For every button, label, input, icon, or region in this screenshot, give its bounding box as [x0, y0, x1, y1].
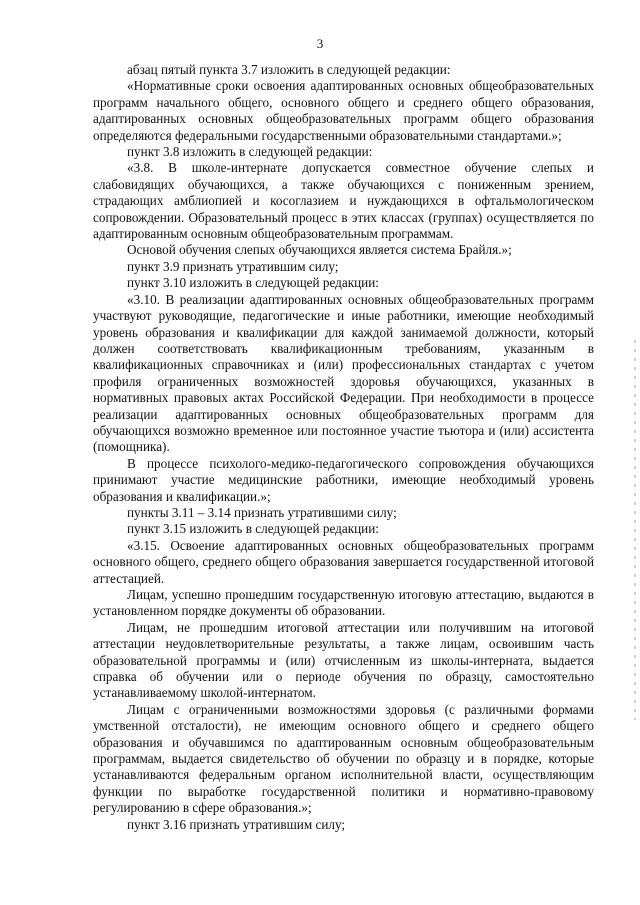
paragraph-3-7-instruction: абзац пятый пункта 3.7 изложить в следующей редакции: [127, 62, 451, 77]
paragraph-3-9-instruction: пункт 3.9 признать утратившим силу; [127, 258, 339, 274]
paragraph-education-documents: Лицам, успешно прошедшим государственную итоговую аттестацию, выдаются в установленном порядке документы об образовании. [93, 587, 594, 619]
paragraph-3-10-text: «3.10. В реализации адаптированных основных общеобразовательных программ участвуют руководящие, педагогические и иные работники, имеющие необходимый уровень образования и квалификации для каждой занимаемой должности, который должен соответствовать квалификационным требованиям, указанным в квалификационных справочниках и (или) профессиональных стандартах с учетом профиля ограниченных возможностей здоровья обучающихся, указанных в нормативных правовых актах Российской Федерации. При необходимости в процессе реализации адаптированных основных общеобразовательных программ для обучающихся возможно временное или постоянное участие тьютора и (или) ассистента (помощника). [93, 291, 594, 455]
paragraph-training-certificate: Лицам с ограниченными возможностями здоровья (с различными формами умственной отсталости), не имеющим основного общего и среднего общего образования и обучавшимся по адаптированным основным общеобразовательным программам, выдается свидетельство об обучении по образцу и в порядке, которые устанавливаются федеральным органом исполнительной власти, осуществляющим функции по выработке государственной политики и нормативно-правовому регулированию в сфере образования.»; [93, 701, 594, 816]
paragraph-3-16-instruction: пункт 3.16 признать утратившим силу; [127, 816, 346, 832]
paragraph-braille: Основой обучения слепых обучающихся является система Брайля.»; [127, 242, 512, 258]
paragraph-3-15-text: «3.15. Освоение адаптированных основных общеобразовательных программ основного общего, среднего общего образования завершается государственной итоговой аттестацией. [93, 537, 594, 586]
paragraph-3-15-instruction: пункт 3.15 изложить в следующей редакции: [127, 521, 379, 537]
paragraph-3-8-instruction: пункт 3.8 изложить в следующей редакции: [127, 144, 373, 160]
paragraph-certificate-of-study: Лицам, не прошедшим итоговой аттестации или получившим на итоговой аттестации неудовлетворительные результаты, а также лицам, освоившим часть образовательной программы и (или) отчисленным из школы-интерната, выдается справка об обучении или о периоде обучения по образцу, самостоятельно устанавливаемому школой-интернатом. [93, 619, 594, 701]
paragraph-3-11-3-14-instruction: пункты 3.11 – 3.14 признать утратившими силу; [127, 504, 397, 520]
document-body [93, 62, 594, 833]
paragraph-3-8-text: «3.8. В школе-интернате допускается совместное обучение слепых и слабовидящих обучающихся, а также обучающихся с пониженным зрением, страдающих амблиопией и косоглазием и нуждающихся в офтальмологическом сопровождении. Образовательный процесс в этих классах (группах) осуществляется по адаптированным основным общеобразовательным программам. [93, 160, 594, 242]
scan-edge-mark [634, 340, 636, 720]
paragraph-3-10-instruction: пункт 3.10 изложить в следующей редакции: [127, 275, 379, 291]
page-number: 3 [316, 36, 324, 51]
paragraph-medical-support: В процессе психолого-медико-педагогического сопровождения обучающихся принимают участие медицинские работники, имеющие необходимый уровень образования и квалификации.»; [93, 455, 594, 504]
paragraph-3-7-text: «Нормативные сроки освоения адаптированных основных общеобразовательных программ начального общего, основного общего и среднего общего образования, адаптированных основных общеобразовательных программ общего образования определяются федеральными государственными образовательными стандартами.»; [93, 78, 594, 143]
